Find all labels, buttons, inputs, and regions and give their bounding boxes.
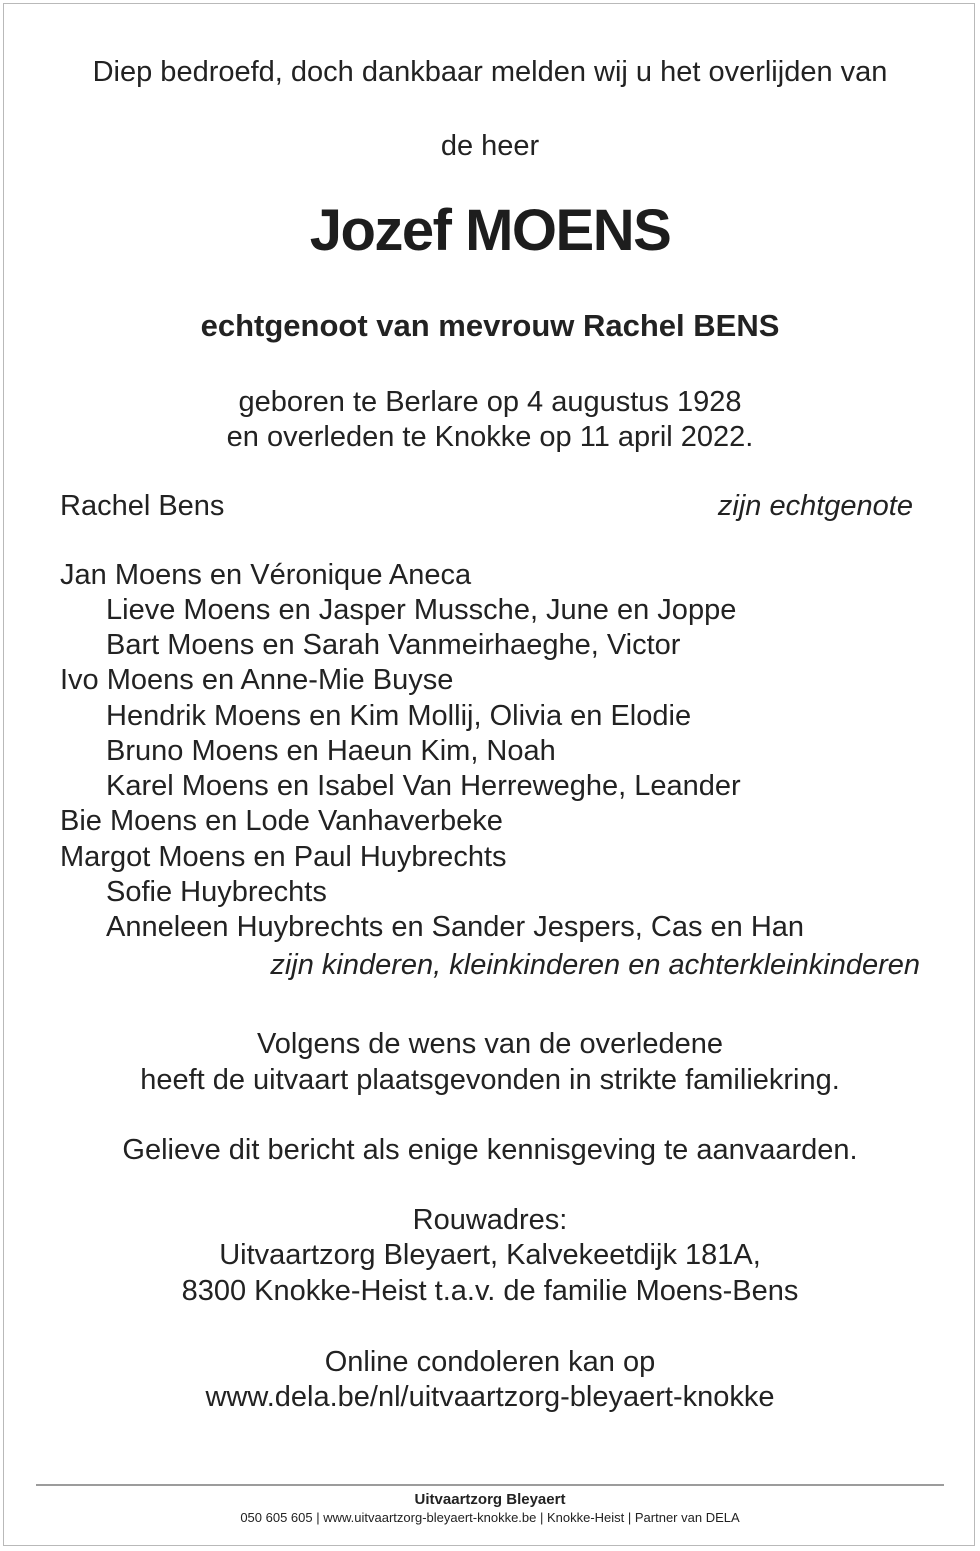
honorific: de heer — [440, 130, 540, 162]
footer-info: 050 605 605 | www.uitvaartzorg-bleyaert-knokke.be | Knokke-Heist | Partner van DELA — [240, 1510, 740, 1525]
acknowledgement-text: Gelieve dit bericht als enige kennisgeving te aanvaarden. — [122, 1134, 858, 1166]
family-line: Jan Moens en Véronique Aneca — [60, 559, 472, 591]
address-line-1: Uitvaartzorg Bleyaert, Kalvekeetdijk 181A, — [219, 1239, 761, 1271]
death-line: en overleden te Knokke op 11 april 2022. — [226, 421, 754, 453]
spouse-of-line: echtgenoot van mevrouw Rachel BENS — [200, 308, 780, 343]
spouse-relation: zijn echtgenote — [717, 490, 913, 522]
address-title: Rouwadres: — [412, 1204, 568, 1236]
online-condolence-text: Online condoleren kan op — [324, 1346, 656, 1378]
family-line: Karel Moens en Isabel Van Herreweghe, Leander — [106, 770, 741, 802]
spouse-name: Rachel Bens — [60, 490, 225, 522]
family-line: Ivo Moens en Anne-Mie Buyse — [60, 664, 454, 696]
family-line: Bruno Moens en Haeun Kim, Noah — [106, 735, 556, 767]
family-line: Bart Moens en Sarah Vanmeirhaeghe, Victor — [106, 629, 681, 661]
family-line: Bie Moens en Lode Vanhaverbeke — [60, 805, 503, 837]
deceased-name: Jozef MOENS — [309, 198, 671, 263]
footer-company: Uitvaartzorg Bleyaert — [414, 1491, 566, 1508]
family-line: Hendrik Moens en Kim Mollij, Olivia en Elodie — [106, 700, 692, 732]
wish-line-1: Volgens de wens van de overledene — [257, 1028, 723, 1060]
family-line: Anneleen Huybrechts en Sander Jespers, Cas en Han — [106, 911, 805, 943]
online-condolence-url: www.dela.be/nl/uitvaartzorg-bleyaert-knokke — [205, 1381, 775, 1413]
family-line: Sofie Huybrechts — [106, 876, 327, 908]
footer-divider — [36, 1484, 944, 1486]
family-line: Lieve Moens en Jasper Mussche, June en Joppe — [106, 594, 737, 626]
family-line: Margot Moens en Paul Huybrechts — [60, 841, 507, 873]
wish-line-2: heeft de uitvaart plaatsgevonden in strikte familiekring. — [140, 1064, 840, 1096]
family-relation: zijn kinderen, kleinkinderen en achterkleinkinderen — [270, 949, 920, 981]
address-line-2: 8300 Knokke-Heist t.a.v. de familie Moens-Bens — [181, 1275, 799, 1307]
intro-text: Diep bedroefd, doch dankbaar melden wij u het overlijden van — [92, 56, 888, 88]
birth-line: geboren te Berlare op 4 augustus 1928 — [238, 386, 742, 418]
